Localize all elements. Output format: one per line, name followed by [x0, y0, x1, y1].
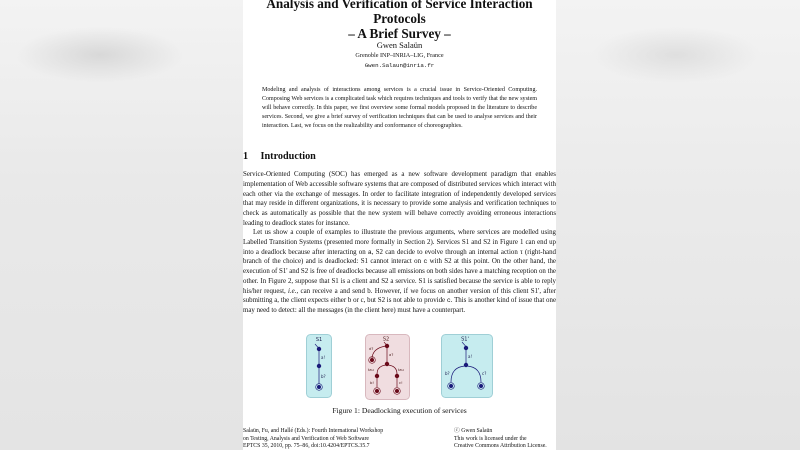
paragraph-1: Service-Oriented Computing (SOC) has emerged as a new software development paradigm that enables implementation of Web accessible software systems that are composed of distributed services which interact with each other via the exchange of messages. In order to facilitate integration of independently developed services that may reside in different organizations, it is necessary to provide some analysis and verification techniques to check as automatically as possible that the new system will behave correctly avoiding erroneous interactions leading to deadlock states for instance. [243, 171, 556, 227]
p2-action-a: a [367, 248, 372, 256]
p2-text: , S2 can decide to evolve through an internal action [371, 248, 520, 256]
svg-text:a!: a! [468, 354, 473, 359]
license-line: Creative Commons Attribution License. [454, 443, 547, 450]
p2-text: Let us show a couple of examples to illustrate the previous arguments, where services are modelled using Labelled Transition Systems (presented more formally in Section 2). Services S1 and S2 in Figure 1 can end up into a deadlock because after interacting on [243, 229, 556, 256]
figure-caption: Figure 1: Deadlocking execution of services [332, 406, 467, 415]
svg-text:S2: S2 [382, 336, 390, 343]
svg-text:tau: tau [368, 368, 374, 372]
lts-s1-prime-diagram [441, 334, 493, 398]
footer-citation-line: EPTCS 35, 2010, pp. 75–86, doi:10.4204/EPTCS.35.7 [243, 443, 370, 450]
svg-text:a!: a! [321, 355, 326, 360]
author-email: Gwen.Salaun@inria.fr [364, 62, 435, 69]
lts-s1-diagram [306, 334, 332, 398]
svg-text:b?: b? [321, 374, 326, 379]
svg-text:S1': S1' [461, 336, 469, 343]
footer-citation [243, 428, 383, 450]
svg-text:d?: d? [369, 346, 374, 351]
section-number: 1 [243, 151, 249, 162]
p2-ie: i.e. [288, 287, 297, 295]
p2-action-tau: τ [519, 248, 523, 256]
p2-action-c: c [423, 258, 428, 266]
figure-1 [243, 334, 556, 400]
author-name: Gwen Salaün [376, 40, 423, 50]
license-line: This work is licensed under the [454, 435, 527, 442]
svg-text:c?: c? [482, 371, 487, 376]
footer-license [454, 428, 547, 450]
section-title: Introduction [260, 151, 316, 162]
section-heading [243, 151, 316, 162]
paragraph-2 [243, 228, 556, 316]
p2-text: with S2 at this point. On the other hand, the execution of S1' and S2 is free of deadlocks because all emissions on both sides have a matching reception on the other. In Figure 2, suppose that S1 is a client and S2 a service. S1 is satisfied because the service is able to reply his/her request, [243, 258, 556, 295]
footer-citation-line: Salaün, Fu, and Hallé (Eds.): Fourth International Workshop [243, 428, 384, 434]
lts-s2-diagram [365, 334, 410, 400]
paper-page [243, 0, 556, 450]
p2-text: , can receive a and send b. However, if we focus on another version of this client S1', after submitting a, the client expects either b or c, but S2 is not able to provide [243, 287, 556, 305]
title-line-2: – A Brief Survey – [348, 26, 451, 41]
blurred-background-left [0, 0, 243, 450]
copyright-line: ⓒ Gwen Salaün [454, 428, 493, 434]
p2-text: . This is another kind of issue that one may need to detect: all the messages (in the client here) must have a counterpart. [243, 297, 556, 314]
blurred-background-right [556, 0, 800, 450]
svg-text:S1: S1 [315, 337, 323, 343]
paper-title [243, 0, 556, 41]
svg-text:b?: b? [445, 371, 450, 376]
author-affiliation: Grenoble INP–INRIA–LIG, France [355, 52, 444, 59]
svg-text:a?: a? [389, 352, 394, 357]
footer-citation-line: on Testing, Analysis and Verification of Web Software [243, 435, 369, 442]
p2-text: (right-hand branch of the choice) and is deadlocked: S1 cannot interact on [243, 248, 556, 266]
p2-action-c: c [446, 297, 451, 305]
svg-text:b!: b! [370, 380, 374, 385]
title-line-1: Analysis and Verification of Service Interaction Protocols [266, 0, 533, 26]
abstract: Modeling and analysis of interactions among services is a crucial issue in Service-Oriented Computing. Composing Web services is a complicated task which requires techniques and tools to verify that the new system will behave correctly. In this paper, we first overview some formal models proposed in the literature to describe services. Second, we give a brief survey of verification techniques that can be used to analyse services and their interaction. Last, we focus on the realizability and conformance of choreographies. [262, 87, 537, 129]
svg-text:tau: tau [398, 368, 404, 372]
svg-text:c!: c! [399, 380, 403, 385]
